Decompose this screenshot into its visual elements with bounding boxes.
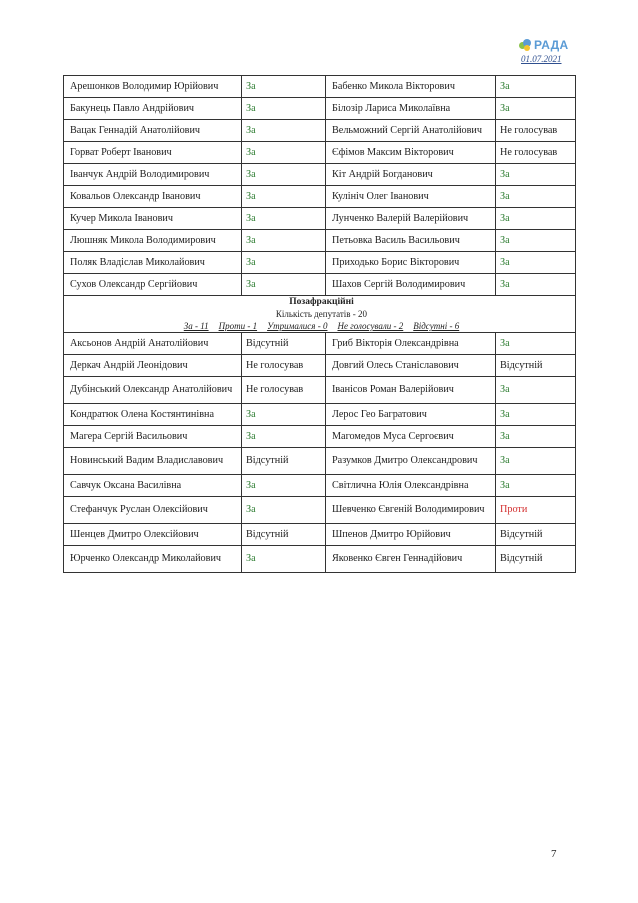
deputy-name: Лунченко Валерій Валерійович	[326, 208, 496, 230]
page-number: 7	[551, 848, 557, 860]
deputy-name: Петьовка Василь Васильович	[326, 230, 496, 252]
table-row	[64, 404, 576, 426]
deputy-name: Юрченко Олександр Миколайович	[64, 546, 242, 573]
deputy-name: Горват Роберт Іванович	[64, 142, 242, 164]
table-row	[64, 475, 576, 497]
deputy-name: Кондратюк Олена Костянтинівна	[64, 404, 242, 426]
vote-result: За	[242, 230, 326, 252]
vote-result: За	[242, 546, 326, 573]
deputy-name: Вацак Геннадій Анатолійович	[64, 120, 242, 142]
table-row	[64, 448, 576, 475]
deputy-name: Поляк Владіслав Миколайович	[64, 252, 242, 274]
vote-stat: Відсутні - 6	[413, 321, 460, 331]
deputy-name: Сухов Олександр Сергійович	[64, 274, 242, 296]
vote-result: Не голосував	[242, 355, 326, 377]
logo-text: РАДА	[534, 38, 569, 52]
vote-result: За	[242, 98, 326, 120]
deputy-name: Арешонков Володимир Юрійович	[64, 76, 242, 98]
deputy-name: Дубінський Олександр Анатолійович	[64, 377, 242, 404]
deputy-name: Савчук Оксана Василівна	[64, 475, 242, 497]
table-row	[64, 164, 576, 186]
vote-stat: За - 11	[183, 321, 209, 331]
deputy-name: Шахов Сергій Володимирович	[326, 274, 496, 296]
table-row	[64, 333, 576, 355]
vote-result: Не голосував	[496, 142, 576, 164]
deputy-name: Приходько Борис Вікторович	[326, 252, 496, 274]
deputy-name: Гриб Вікторія Олександрівна	[326, 333, 496, 355]
vote-result: За	[496, 274, 576, 296]
deputies-count: Кількість депутатів - 20	[275, 309, 368, 319]
deputy-name: Іванісов Роман Валерійович	[326, 377, 496, 404]
document-date: 01.07.2021	[521, 54, 562, 64]
table-row	[64, 120, 576, 142]
logo	[519, 37, 568, 53]
deputy-name: Шенцев Дмитро Олексійович	[64, 524, 242, 546]
vote-result: За	[496, 377, 576, 404]
deputy-name: Стефанчук Руслан Олексійович	[64, 497, 242, 524]
vote-result: За	[496, 230, 576, 252]
table-row	[64, 497, 576, 524]
deputy-name: Бакунець Павло Андрійович	[64, 98, 242, 120]
faction-title: Позафракційні	[289, 297, 354, 307]
table-row	[64, 230, 576, 252]
vote-result: За	[496, 333, 576, 355]
vote-result: За	[496, 186, 576, 208]
logo-icon	[519, 39, 531, 51]
vote-result: Відсутній	[496, 546, 576, 573]
vote-result: Відсутній	[242, 333, 326, 355]
table-row	[64, 546, 576, 573]
voting-table	[63, 75, 576, 573]
vote-result: За	[242, 142, 326, 164]
vote-stat: Утрималися - 0	[267, 321, 328, 331]
table-row	[64, 524, 576, 546]
deputy-name: Ковальов Олександр Іванович	[64, 186, 242, 208]
vote-stat: Не голосували - 2	[337, 321, 404, 331]
deputy-name: Лерос Гео Багратович	[326, 404, 496, 426]
vote-stats	[68, 320, 575, 332]
vote-result: За	[242, 186, 326, 208]
vote-result: За	[242, 120, 326, 142]
deputy-name: Новинський Вадим Владиславович	[64, 448, 242, 475]
vote-result: За	[242, 274, 326, 296]
vote-stat: Проти - 1	[218, 321, 258, 331]
vote-result: За	[496, 208, 576, 230]
deputy-name: Люшняк Микола Володимирович	[64, 230, 242, 252]
vote-result: За	[242, 497, 326, 524]
vote-result: Відсутній	[496, 355, 576, 377]
deputy-name: Разумков Дмитро Олександрович	[326, 448, 496, 475]
vote-result: За	[496, 98, 576, 120]
vote-result: Відсутній	[242, 524, 326, 546]
vote-result: За	[496, 164, 576, 186]
vote-result: За	[242, 475, 326, 497]
table-row	[64, 252, 576, 274]
vote-result: Відсутній	[496, 524, 576, 546]
faction-summary	[64, 296, 576, 333]
voting-table-body	[64, 76, 576, 573]
deputy-name: Магомедов Муса Сергоєвич	[326, 426, 496, 448]
vote-result: За	[242, 426, 326, 448]
deputy-name: Кулініч Олег Іванович	[326, 186, 496, 208]
vote-result: За	[242, 76, 326, 98]
vote-result: Проти	[496, 497, 576, 524]
vote-result: За	[496, 76, 576, 98]
vote-result: За	[496, 475, 576, 497]
vote-result: За	[242, 164, 326, 186]
vote-result: За	[496, 404, 576, 426]
vote-result: За	[242, 208, 326, 230]
deputy-name: Магера Сергій Васильович	[64, 426, 242, 448]
table-row	[64, 377, 576, 404]
table-row	[64, 142, 576, 164]
table-row	[64, 426, 576, 448]
table-row	[64, 355, 576, 377]
deputy-name: Шпенов Дмитро Юрійович	[326, 524, 496, 546]
table-row	[64, 98, 576, 120]
section-header-row	[64, 296, 576, 333]
vote-result: За	[242, 252, 326, 274]
vote-result: За	[496, 252, 576, 274]
table-row	[64, 186, 576, 208]
deputy-name: Бабенко Микола Вікторович	[326, 76, 496, 98]
deputy-name: Кіт Андрій Богданович	[326, 164, 496, 186]
deputy-name: Єфімов Максим Вікторович	[326, 142, 496, 164]
vote-result: За	[496, 448, 576, 475]
deputy-name: Довгий Олесь Станіславович	[326, 355, 496, 377]
table-row	[64, 76, 576, 98]
vote-result: Не голосував	[496, 120, 576, 142]
vote-result: Не голосував	[242, 377, 326, 404]
deputy-name: Деркач Андрій Леонідович	[64, 355, 242, 377]
table-row	[64, 274, 576, 296]
deputy-name: Вельможний Сергій Анатолійович	[326, 120, 496, 142]
deputy-name: Іванчук Андрій Володимирович	[64, 164, 242, 186]
table-row	[64, 208, 576, 230]
deputy-name: Світлична Юлія Олександрівна	[326, 475, 496, 497]
vote-result: За	[496, 426, 576, 448]
deputy-name: Яковенко Євген Геннадійович	[326, 546, 496, 573]
vote-result: За	[242, 404, 326, 426]
vote-result: Відсутній	[242, 448, 326, 475]
deputy-name: Шевченко Євгеній Володимирович	[326, 497, 496, 524]
deputy-name: Кучер Микола Іванович	[64, 208, 242, 230]
deputy-name: Аксьонов Андрій Анатолійович	[64, 333, 242, 355]
deputy-name: Білозір Лариса Миколаївна	[326, 98, 496, 120]
